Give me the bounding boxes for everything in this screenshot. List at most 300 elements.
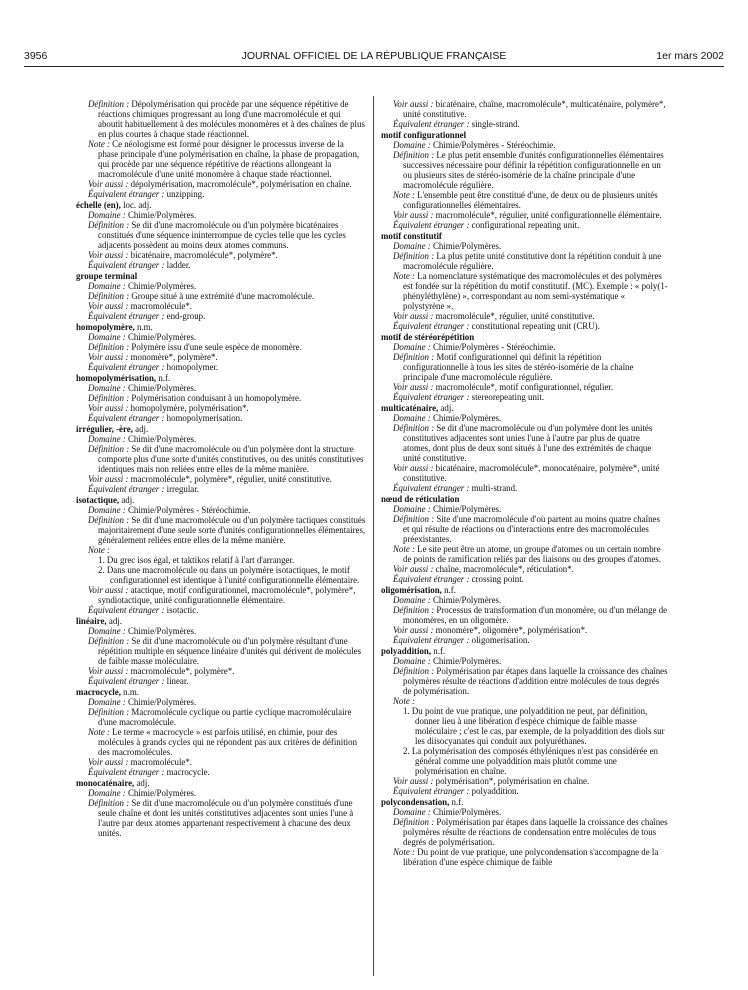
field-label: Équivalent étranger : (393, 119, 470, 129)
field-text: Polymérisation conduisant à un homopolymère. (131, 393, 302, 403)
field-text: Chimie/Polymères. (432, 807, 502, 817)
entry-field (88, 515, 366, 545)
field-label: Équivalent étranger : (88, 311, 165, 321)
entry-headword-line (381, 646, 668, 656)
entry-grammar: loc. adj. (123, 200, 152, 210)
entry-field (393, 321, 668, 331)
field-label: Équivalent étranger : (393, 483, 470, 493)
entry-field (88, 434, 366, 444)
note-list-item: 1. Du point de vue pratique, une polyaddition ne peut, par définition, donner lieu à une libération d'espèce chimique de faible masse moléculaire ; c'est le cas, par exemple, de la polyaddition des diols sur les diisocyanates qui conduit aux polyuréthanes. (403, 706, 665, 746)
entry-field (88, 139, 366, 179)
entry-field (393, 564, 668, 574)
field-label: Équivalent étranger : (88, 413, 165, 423)
field-text: macromolécule*, régulier, unité constitutive. (435, 311, 595, 321)
field-label: Domaine : (88, 434, 126, 444)
entry-term: nœud de réticulation (381, 494, 460, 504)
entry-term: groupe terminal (76, 271, 138, 281)
entry-grammar: n.f. (444, 585, 456, 595)
field-label: Définition : (88, 515, 130, 525)
entry-field (393, 241, 668, 251)
field-label: Note : (393, 847, 415, 857)
entry-field (88, 626, 366, 636)
entry-field (393, 786, 668, 796)
entry-headword-line (381, 585, 668, 595)
field-text: Chimie/Polymères. (127, 434, 197, 444)
field-label: Définition : (88, 707, 130, 717)
field-text: Chimie/Polymères. (127, 383, 197, 393)
entry-field (393, 807, 668, 817)
dictionary-entry (76, 373, 366, 423)
entry-headword-line (76, 687, 366, 697)
entry-field (88, 636, 366, 666)
entry-headword-line (76, 271, 366, 281)
field-label: Voir aussi : (393, 382, 434, 392)
entry-field (393, 595, 668, 605)
dictionary-entry (76, 271, 366, 321)
field-text: oligomerisation. (471, 635, 530, 645)
field-label: Domaine : (88, 281, 126, 291)
field-text: crossing point. (471, 574, 524, 584)
field-text: Motif configurationnel qui définit la répétition configurationnelle à tous les sites de stéréo-isomérie de la chaîne principale d'une macromolécule régulière. (403, 352, 634, 382)
field-label: Voir aussi : (88, 179, 129, 189)
entry-field (393, 210, 668, 220)
field-label: Domaine : (393, 413, 431, 423)
entry-field (393, 140, 668, 150)
entry-field (88, 727, 366, 757)
field-text: Chimie/Polymères. (127, 281, 197, 291)
field-text: bicaténaire, macromolécule*, monocaténaire, polymère*, unité constitutive. (403, 463, 660, 483)
note-list-item: 1. Du grec isos égal, et taktikos relatif à l'art d'arranger. (98, 555, 295, 565)
field-label: Domaine : (393, 807, 431, 817)
field-text: dépolymérisation, macromolécule*, polymérisation en chaîne. (130, 179, 352, 189)
dictionary-entry (381, 585, 668, 645)
entry-grammar: n.m. (136, 322, 153, 332)
field-label: Voir aussi : (88, 585, 129, 595)
entry-field (88, 605, 366, 615)
dictionary-entry (76, 322, 366, 372)
field-text: Se dit d'une macromolécule ou d'un polymère dont la structure comporte plus d'une sorte d'unités constitutives, ou des unités constitutives identiques mais non reliées entre elles de la même manière. (98, 444, 364, 474)
entry-field (393, 271, 668, 311)
dictionary-entry (381, 403, 668, 493)
field-label: Domaine : (88, 697, 126, 707)
entry-field (88, 707, 366, 727)
field-text: Chimie/Polymères. (127, 697, 197, 707)
field-label: Équivalent étranger : (88, 362, 165, 372)
field-text: chaîne, macromolécule*, réticulation*. (435, 564, 574, 574)
dictionary-entry (381, 99, 668, 129)
field-label: Équivalent étranger : (393, 220, 470, 230)
entry-term: polycondensation, (381, 797, 450, 807)
entry-field (88, 788, 366, 798)
entry-grammar: adj. (121, 495, 135, 505)
field-text: ladder. (166, 260, 191, 270)
entry-field (393, 483, 668, 493)
field-text: Se dit d'une macromolécule ou d'un polymère résultant d'une répétition multiple en séquence linéaire d'unités qui dérivent de molécules de faible masse moléculaire. (98, 636, 362, 666)
field-label: Voir aussi : (88, 757, 129, 767)
dictionary-entry (381, 494, 668, 584)
note-list-item: 2. La polymérisation des composés éthyléniques n'est pas considérée en général comme une polyaddition mais plutôt comme une polymérisation en chaîne. (403, 746, 658, 776)
entry-field (88, 413, 366, 423)
field-label: Définition : (393, 352, 435, 362)
field-label: Définition : (88, 220, 130, 230)
field-text: Chimie/Polymères. (432, 504, 502, 514)
field-label: Voir aussi : (393, 463, 434, 473)
field-label: Voir aussi : (88, 301, 129, 311)
field-text: macromolécule*, polymère*. (130, 666, 235, 676)
field-text: macrocycle. (166, 767, 210, 777)
entry-field (393, 605, 668, 625)
field-text: polyaddition. (471, 786, 519, 796)
entry-field (393, 423, 668, 463)
field-label: Note : (88, 727, 110, 737)
field-label: Domaine : (393, 595, 431, 605)
field-text: atactique, motif configurationnel, macromolécule*, polymère*, syndiotactique, unité configurationnelle élémentaire. (98, 585, 356, 605)
field-text: Polymère issu d'une seule espèce de monomère. (131, 342, 302, 352)
entry-headword-line (381, 231, 668, 241)
dictionary-entry (76, 99, 366, 199)
issue-date: 1er mars 2002 (656, 50, 724, 62)
entry-field (88, 545, 366, 555)
entry-grammar: adj. (135, 424, 149, 434)
field-text: Chimie/Polymères - Stéréochimie. (432, 140, 556, 150)
entry-field (393, 514, 668, 544)
field-label: Définition : (88, 393, 130, 403)
entry-field (88, 342, 366, 352)
field-label: Équivalent étranger : (88, 484, 165, 494)
field-label: Équivalent étranger : (88, 605, 165, 615)
entry-field (393, 392, 668, 402)
entry-field (393, 220, 668, 230)
field-text: Se dit d'une macromolécule ou d'un polymère constitués d'une seule chaîne et dont les unités constitutives adjacentes sont unies l'une à l'autre par deux atomes appartenant respectivement à chacune des deux unités. (98, 798, 354, 838)
field-text: macromolécule*, régulier, unité configurationnelle élémentaire. (435, 210, 662, 220)
field-text: Polymérisation par étapes dans laquelle la croissance des chaînes polymères résulte de réactions d'addition entre molécules de tous degrés de polymérisation. (403, 666, 668, 696)
entry-term: macrocycle, (76, 687, 121, 697)
field-label: Domaine : (88, 332, 126, 342)
field-text: Ce néologisme est formé pour désigner le processus inverse de la phase principale d'une polymérisation en chaîne, la phase de propagation, qui procède par une séquence répétitive de réactions allongeant la macromolécule d'une unité monomère à chaque stade réactionnel. (98, 139, 360, 179)
entry-headword-line (76, 200, 366, 210)
entry-term: irrégulier, -ère, (76, 424, 133, 434)
entry-term: homopolymérisation, (76, 373, 157, 383)
field-text: Chimie/Polymères. (127, 788, 197, 798)
field-label: Domaine : (88, 626, 126, 636)
field-label: Domaine : (88, 788, 126, 798)
field-text: Le terme « macrocycle » est parfois utilisé, en chimie, pour des molécules à grands cycles qui ne répondent pas aux critères de définition des macromolécules. (98, 727, 358, 757)
field-text: linear. (166, 676, 189, 686)
entry-field (88, 352, 366, 362)
entry-field (393, 574, 668, 584)
entry-field (88, 444, 366, 474)
entry-term: motif constitutif (381, 231, 442, 241)
entry-field (88, 474, 366, 484)
field-label: Définition : (88, 291, 130, 301)
field-text: L'ensemble peut être constitué d'une, de deux ou de plusieurs unités configurationnelles élémentaires. (403, 190, 658, 210)
field-label: Note : (393, 696, 415, 706)
field-label: Définition : (88, 342, 130, 352)
dictionary-entry (381, 231, 668, 331)
entry-field (88, 179, 366, 189)
entry-grammar: n.f. (433, 646, 446, 656)
entry-field (393, 119, 668, 129)
entry-field (393, 666, 668, 696)
column-divider (373, 96, 374, 976)
left-column (76, 99, 366, 839)
field-text: irregular. (166, 484, 199, 494)
page-header (24, 50, 724, 64)
dictionary-entry (76, 778, 366, 838)
field-label: Équivalent étranger : (88, 189, 165, 199)
field-label: Domaine : (88, 210, 126, 220)
entry-field (88, 281, 366, 291)
entry-term: monocaténaire, (76, 778, 135, 788)
field-text: Processus de transformation d'un monomère, ou d'un mélange de monomères, en un oligomère. (403, 605, 668, 625)
field-text: monomère*, oligomère*, polymérisation*. (435, 625, 588, 635)
field-label: Définition : (88, 636, 130, 646)
entry-term: linéaire, (76, 616, 107, 626)
dictionary-entry (381, 797, 668, 867)
field-label: Définition : (393, 150, 435, 160)
entry-field (393, 625, 668, 635)
field-label: Voir aussi : (88, 352, 129, 362)
entry-headword-line (76, 495, 366, 505)
field-text: Dépolymérisation qui procède par une séquence répétitive de réactions chimiques progressant au long d'une macromolécule et qui aboutit habituellement à des molécules monomères et à des chaînes de plus en plus courtes à chaque stade réactionnel. (98, 99, 365, 139)
field-label: Équivalent étranger : (393, 321, 470, 331)
field-label: Note : (88, 139, 110, 149)
entry-field (88, 189, 366, 199)
dictionary-entry (76, 687, 366, 777)
entry-field (393, 817, 668, 847)
entry-field (88, 697, 366, 707)
field-label: Définition : (393, 423, 435, 433)
field-label: Domaine : (88, 383, 126, 393)
field-text: macromolécule*, polymère*, régulier, unité constitutive. (130, 474, 332, 484)
field-text: end-group. (166, 311, 206, 321)
field-text: macromolécule*. (130, 757, 193, 767)
entry-field (393, 99, 668, 119)
field-text: homopolymerisation. (166, 413, 243, 423)
field-text: Se dit d'une macromolécule ou d'un polymère bicaténaires constitués d'une séquence ininterrompue de cycles telle que les cycles adjacents possèdent au moins deux atomes communs. (98, 220, 346, 250)
field-text: monomère*, polymère*. (130, 352, 218, 362)
field-text: Du point de vue pratique, une polycondensation s'accompagne de la libération d'une espèce chimique de faible (403, 847, 659, 867)
entry-headword-line (381, 494, 668, 504)
field-text: Chimie/Polymères. (127, 210, 197, 220)
entry-field (393, 413, 668, 423)
field-text: Chimie/Polymères. (432, 241, 502, 251)
field-text: polymérisation*, polymérisation en chaîne. (435, 776, 590, 786)
field-label: Définition : (88, 99, 130, 109)
field-label: Note : (393, 271, 415, 281)
entry-field (393, 311, 668, 321)
entry-field (88, 332, 366, 342)
entry-grammar: adj. (108, 616, 122, 626)
header-rule (24, 66, 724, 67)
field-label: Domaine : (88, 505, 126, 515)
field-label: Voir aussi : (393, 564, 434, 574)
entry-term: polyaddition, (381, 646, 432, 656)
entry-field (88, 666, 366, 676)
field-label: Domaine : (393, 342, 431, 352)
field-label: Voir aussi : (393, 311, 434, 321)
field-label: Équivalent étranger : (393, 392, 470, 402)
entry-grammar: adj. (136, 778, 150, 788)
entry-field (88, 676, 366, 686)
field-label: Équivalent étranger : (393, 574, 470, 584)
field-text: configurational repeating unit. (471, 220, 580, 230)
note-list-item: 2. Dans une macromolécule ou dans un polymère isotactiques, le motif configurationnel est identique à l'unité configurationnelle élémentaire. (98, 565, 360, 585)
field-label: Domaine : (393, 241, 431, 251)
field-text: macromolécule*. (130, 301, 193, 311)
entry-field (88, 767, 366, 777)
entry-field (88, 403, 366, 413)
field-text: Chimie/Polymères. (127, 626, 197, 636)
field-label: Équivalent étranger : (88, 260, 165, 270)
field-label: Équivalent étranger : (88, 767, 165, 777)
entry-headword-line (381, 130, 668, 140)
field-label: Note : (88, 545, 110, 555)
field-text: Polymérisation par étapes dans laquelle la croissance des chaînes polymères résulte de réactions de condensation entre molécules de tous degrés de polymérisation. (403, 817, 668, 847)
field-text: unzipping. (166, 189, 205, 199)
entry-field (393, 847, 668, 867)
field-label: Équivalent étranger : (393, 786, 470, 796)
field-label: Équivalent étranger : (393, 635, 470, 645)
field-label: Définition : (88, 444, 130, 454)
entry-headword-line (76, 322, 366, 332)
field-label: Voir aussi : (393, 625, 434, 635)
entry-field (393, 382, 668, 392)
right-column (381, 99, 668, 868)
entry-grammar: n.f. (158, 373, 171, 383)
field-label: Note : (393, 190, 415, 200)
entry-field (88, 383, 366, 393)
field-text: Chimie/Polymères. (432, 595, 502, 605)
entry-term: oligomérisation, (381, 585, 442, 595)
entry-grammar: adj. (440, 403, 454, 413)
entry-field (393, 150, 668, 190)
dictionary-entry (381, 332, 668, 402)
entry-term: multicaténaire, (381, 403, 439, 413)
entry-field (88, 484, 366, 494)
field-text: Site d'une macromolécule d'où partent au moins quatre chaînes et qui résulte de réactions ou d'interactions entre des macromolécules préexistantes. (403, 514, 660, 544)
field-text: Se dit d'une macromolécule ou d'un polymère dont les unités constitutives adjacentes sont unies l'une à l'autre par plus de quatre atomes, dont plus de deux sont situés à l'une des extrémités de chaque unité constitutive. (403, 423, 653, 463)
field-label: Définition : (393, 514, 435, 524)
field-text: La plus petite unité constitutive dont la répétition conduit à une macromolécule régulière. (403, 251, 662, 271)
field-text: Chimie/Polymères. (127, 332, 197, 342)
entry-headword-line (76, 778, 366, 788)
field-label: Voir aussi : (88, 403, 129, 413)
field-label: Voir aussi : (88, 474, 129, 484)
field-label: Définition : (393, 666, 435, 676)
field-text: Chimie/Polymères - Stéréochimie. (432, 342, 556, 352)
entry-headword-line (381, 332, 668, 342)
field-text: Le site peut être un atome, un groupe d'atomes ou un certain nombre de points de ramification reliés par des liaisons ou des groupes d'atomes. (403, 544, 661, 564)
entry-term: échelle (en), (76, 200, 121, 210)
entry-grammar: n.f. (451, 797, 464, 807)
field-label: Définition : (393, 605, 435, 615)
entry-headword-line (381, 403, 668, 413)
field-text: Macromolécule cyclique ou partie cyclique macromoléculaire d'une macromolécule. (98, 707, 352, 727)
entry-field (393, 504, 668, 514)
entry-field (393, 696, 668, 706)
entry-field (393, 352, 668, 382)
entry-field (88, 757, 366, 767)
entry-field (88, 210, 366, 220)
field-label: Voir aussi : (393, 99, 434, 109)
entry-term: motif de stéréorépétition (381, 332, 475, 342)
entry-headword-line (381, 797, 668, 807)
entry-field (393, 544, 668, 564)
field-label: Domaine : (393, 656, 431, 666)
field-label: Note : (393, 544, 415, 554)
entry-field (393, 463, 668, 483)
field-text: La nomenclature systématique des macromolécules et des polymères est fondée sur la répétition du motif constitutif. (MC). Exemple : « poly(1-phényléthylène) », correspondant au nom semi-systématique « polystyrène ». (403, 271, 668, 311)
field-text: multi-strand. (471, 483, 518, 493)
entry-field (88, 99, 366, 139)
field-label: Voir aussi : (88, 666, 129, 676)
field-text: bicaténaire, macromolécule*, polymère*. (130, 250, 278, 260)
dictionary-entry (381, 130, 668, 230)
field-text: Chimie/Polymères. (432, 413, 502, 423)
field-label: Voir aussi : (393, 210, 434, 220)
field-label: Définition : (393, 251, 435, 261)
field-label: Voir aussi : (393, 776, 434, 786)
entry-headword-line (76, 616, 366, 626)
field-label: Définition : (88, 798, 130, 808)
entry-field (393, 635, 668, 645)
entry-field (393, 342, 668, 352)
entry-field (88, 505, 366, 515)
field-text: macromolécule*, motif configurationnel, régulier. (435, 382, 614, 392)
field-text: homopolymère, polymérisation*. (130, 403, 249, 413)
entry-grammar: n.m. (123, 687, 139, 697)
field-text: stereorepeating unit. (471, 392, 545, 402)
entry-field (88, 291, 366, 301)
field-text: Se dit d'une macromolécule ou d'un polymère tactiques constitués majoritairement d'une seule sorte d'unités configurationnelles élémentaires, généralement reliées entre elles de la même manière. (98, 515, 366, 545)
field-text: isotactic. (166, 605, 199, 615)
field-text: Chimie/Polymères - Stéréochimie. (127, 505, 251, 515)
dictionary-entry (76, 424, 366, 494)
page-number: 3956 (24, 50, 48, 62)
field-label: Équivalent étranger : (88, 676, 165, 686)
field-text: constitutional repeating unit (CRU). (471, 321, 600, 331)
journal-title: JOURNAL OFFICIEL DE LA RÉPUBLIQUE FRANÇAISE (241, 50, 507, 62)
field-text: Groupe situé à une extrémité d'une macromolécule. (131, 291, 315, 301)
entry-field (393, 656, 668, 666)
entry-field (393, 251, 668, 271)
entry-field (393, 190, 668, 210)
field-label: Voir aussi : (88, 250, 129, 260)
entry-field (88, 220, 366, 250)
field-text: Chimie/Polymères. (432, 656, 502, 666)
field-text: single-strand. (471, 119, 520, 129)
entry-field (88, 301, 366, 311)
field-label: Domaine : (393, 504, 431, 514)
entry-headword-line (76, 373, 366, 383)
field-label: Définition : (393, 817, 435, 827)
entry-field (88, 393, 366, 403)
entry-term: motif configurationnel (381, 130, 467, 140)
entry-headword-line (76, 424, 366, 434)
entry-term: homopolymère, (76, 322, 135, 332)
field-text: bicaténaire, chaîne, macromolécule*, multicaténaire, polymère*, unité constitutive. (403, 99, 666, 119)
entry-field (88, 798, 366, 838)
dictionary-entry (76, 616, 366, 686)
dictionary-entry (76, 495, 366, 615)
field-label: Domaine : (393, 140, 431, 150)
entry-field (88, 311, 366, 321)
entry-term: isotactique, (76, 495, 120, 505)
entry-field (88, 250, 366, 260)
entry-field (88, 362, 366, 372)
field-text: homopolymer. (166, 362, 219, 372)
